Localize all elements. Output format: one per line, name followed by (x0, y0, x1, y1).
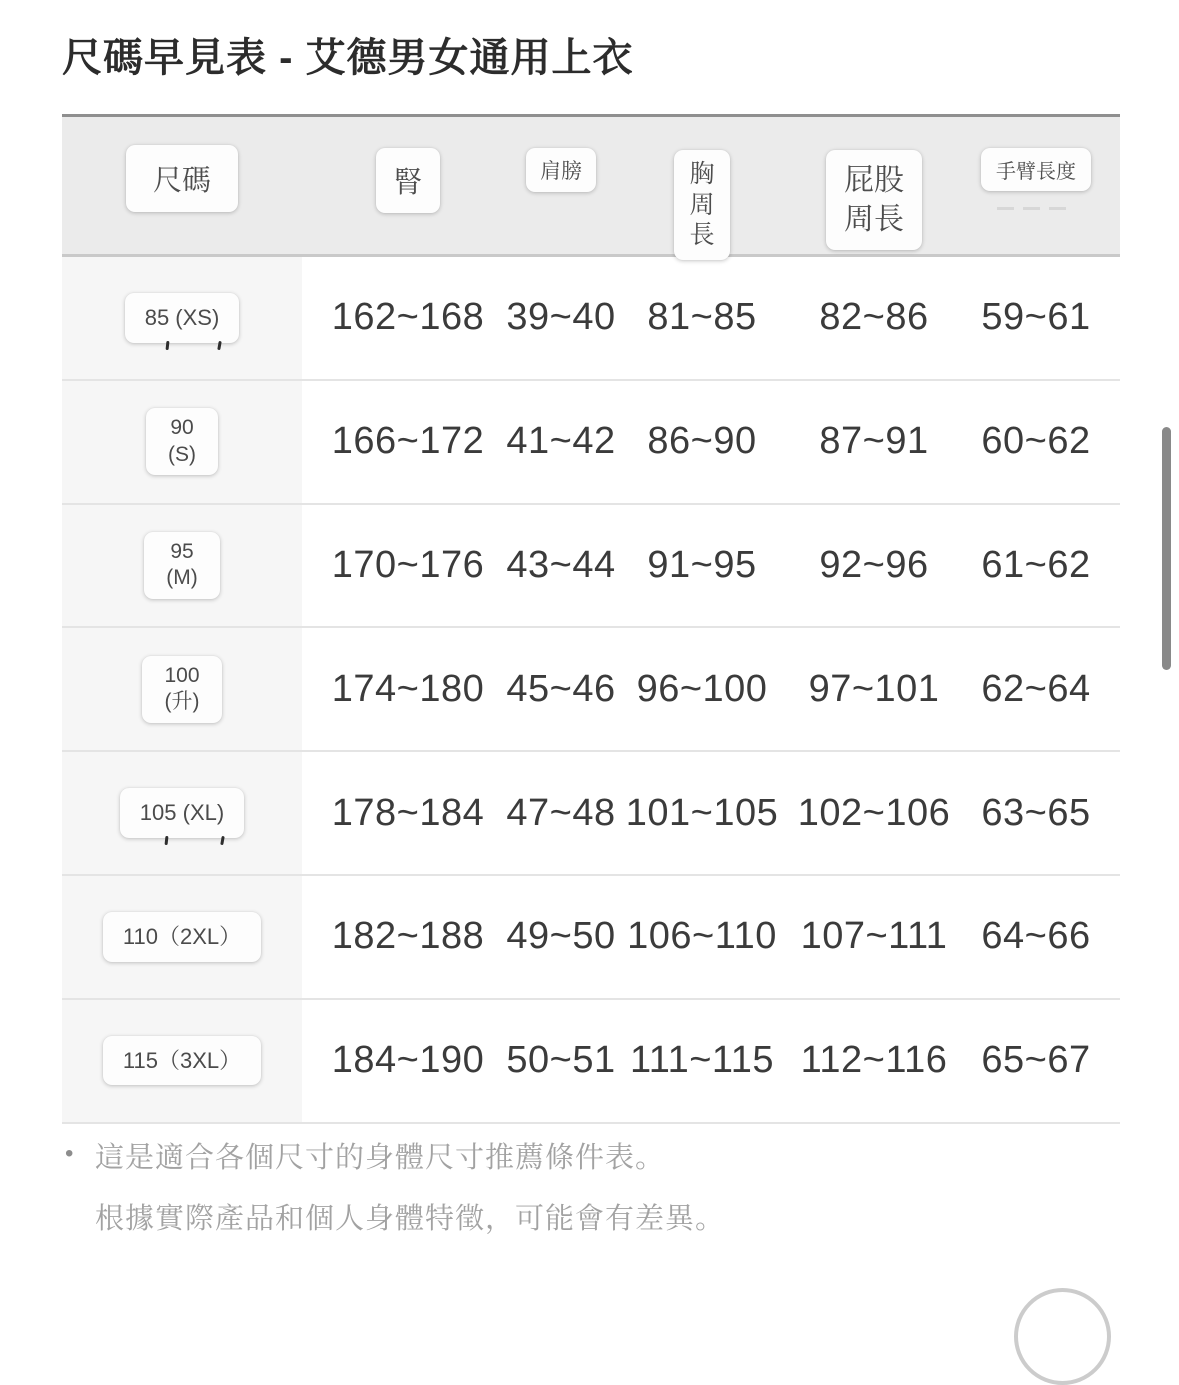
header-shoulder-label: 肩膀 (526, 148, 596, 192)
header-cell-hip (796, 117, 952, 250)
size-label: 115（3XL） (103, 1036, 261, 1086)
chest-value: 81~85 (647, 296, 757, 339)
height-value: 178~184 (331, 791, 485, 834)
hip-value: 92~96 (819, 543, 929, 586)
size-cell (62, 752, 302, 874)
size-cell (62, 876, 302, 998)
header-hip-line1: 屁股 (844, 164, 904, 197)
hip-value: 82~86 (819, 296, 929, 339)
overlay-artifact (997, 207, 1075, 210)
floating-action-button[interactable] (1014, 1288, 1111, 1385)
size-cell (62, 505, 302, 627)
arm-value: 62~64 (981, 667, 1091, 710)
arm-value: 61~62 (981, 543, 1091, 586)
height-value: 174~180 (331, 667, 485, 710)
table-row-m (62, 505, 1120, 629)
header-hip-label (826, 150, 922, 250)
chest-value: 91~95 (647, 543, 757, 586)
size-cell (62, 1000, 302, 1122)
size-table (62, 114, 1120, 1124)
arm-value: 65~67 (981, 1039, 1091, 1082)
shoulder-value: 49~50 (506, 915, 616, 958)
table-row-xl (62, 752, 1120, 876)
arm-value: 64~66 (981, 915, 1091, 958)
table-row-l (62, 628, 1120, 752)
size-cell (62, 381, 302, 503)
size-label: 90 (S) (146, 408, 218, 475)
header-arm-label: 手臂長度 (981, 148, 1091, 191)
chest-value: 96~100 (636, 667, 768, 710)
hip-value: 107~111 (800, 915, 948, 958)
height-value: 170~176 (331, 543, 485, 586)
shoulder-value: 50~51 (506, 1039, 616, 1082)
shoulder-value: 47~48 (506, 791, 616, 834)
header-chest-line1: 胸 (689, 160, 715, 188)
chest-value: 106~110 (627, 915, 777, 958)
bullet-point: • (65, 1139, 74, 1167)
table-row-xs (62, 257, 1120, 381)
header-cell-chest (608, 117, 796, 260)
shoulder-value: 43~44 (506, 543, 616, 586)
shoulder-value: 39~40 (506, 296, 616, 339)
size-label: 100 (升) (142, 656, 221, 723)
height-value: 166~172 (331, 420, 485, 463)
chest-value: 101~105 (625, 791, 779, 834)
chest-value: 86~90 (647, 420, 757, 463)
height-value: 162~168 (331, 296, 485, 339)
shoulder-value: 45~46 (506, 667, 616, 710)
header-cell-arm (952, 117, 1120, 191)
header-chest-line3: 長 (689, 221, 715, 249)
shoulder-value: 41~42 (506, 420, 616, 463)
footnotes (62, 1138, 995, 1239)
table-header-row (62, 117, 1120, 257)
header-chest-line2: 周 (689, 190, 715, 219)
scrollbar-thumb[interactable] (1162, 427, 1171, 670)
size-cell (62, 628, 302, 750)
header-chest-label (674, 150, 729, 260)
header-size-label: 尺碼 (126, 145, 238, 212)
page-title: 尺碼早見表 - 艾德男女通用上衣 (62, 36, 634, 80)
height-value: 184~190 (331, 1039, 485, 1082)
table-row-s (62, 381, 1120, 505)
hip-value: 112~116 (800, 1039, 948, 1082)
footnote-line-2: 根據實際產品和個人身體特徵，可能會有差異。 (95, 1202, 726, 1235)
height-value: 182~188 (331, 915, 485, 958)
size-label: 95 (M) (144, 532, 219, 599)
size-label: 110（2XL） (103, 912, 261, 962)
hip-value: 87~91 (819, 420, 929, 463)
table-row-2xl (62, 876, 1120, 1000)
arm-value: 63~65 (981, 791, 1091, 834)
hip-value: 102~106 (797, 791, 951, 834)
size-label: 105 (XL) (120, 788, 244, 838)
arm-value: 59~61 (981, 296, 1091, 339)
header-hip-line2: 周長 (844, 203, 904, 236)
header-height-label: 腎 (376, 148, 439, 213)
footnote-line-1: 這是適合各個尺寸的身體尺寸推薦條件表。 (95, 1141, 666, 1174)
arm-value: 60~62 (981, 420, 1091, 463)
header-cell-size (62, 117, 302, 212)
chest-value: 111~115 (629, 1039, 775, 1082)
header-cell-shoulder (514, 117, 608, 192)
size-cell (62, 257, 302, 379)
header-cell-height (302, 117, 514, 213)
hip-value: 97~101 (808, 667, 940, 710)
table-row-3xl (62, 1000, 1120, 1124)
size-label: 85 (XS) (125, 293, 240, 343)
